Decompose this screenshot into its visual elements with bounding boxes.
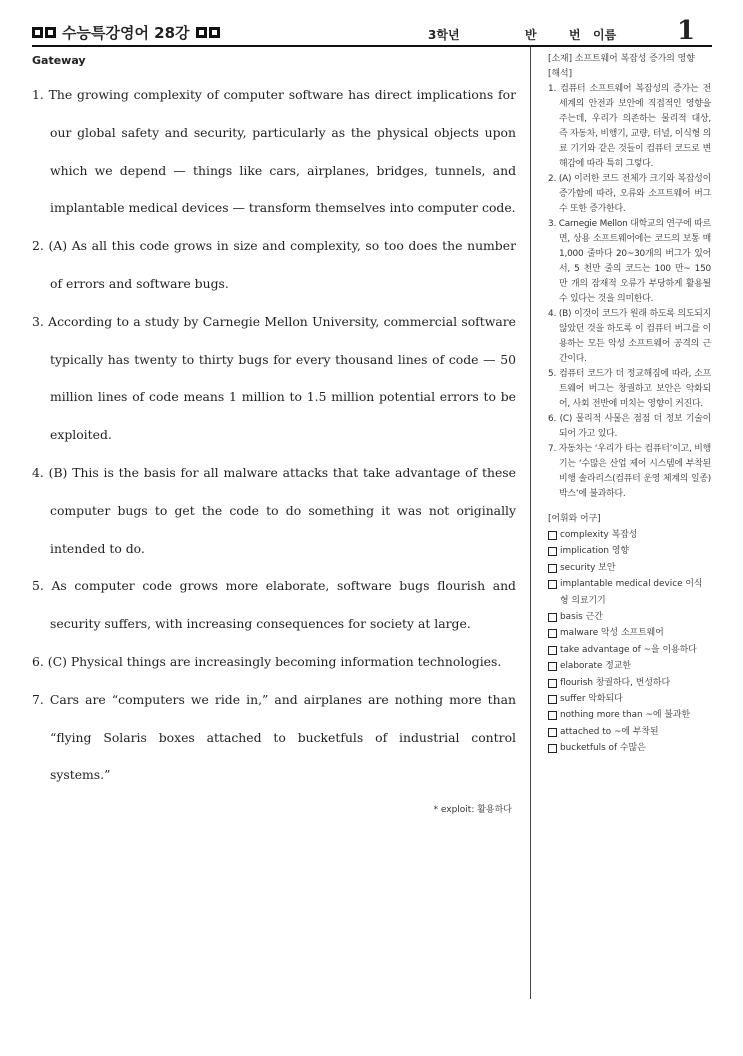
- vocab-item: [548, 576, 711, 609]
- column-divider: [530, 47, 531, 999]
- right-square-icons: [196, 27, 220, 38]
- header-title: 수능특강영어 28강: [62, 24, 190, 42]
- square-bullet-icon: [45, 27, 56, 38]
- passage-column: [32, 54, 516, 815]
- passage-sentence: 6. (C) Physical things are increasingly becoming information technologies.: [32, 653, 502, 669]
- checkbox-icon: [548, 564, 557, 573]
- vocab-item: [548, 625, 711, 641]
- passage-sentence: 7. Cars are “computers we ride in,” and airplanes are nothing more than “flying Solaris boxes attached to bucketfuls of industrial control systems.”: [32, 691, 516, 783]
- translation-item: 2. (A) 이러한 코드 전체가 크기와 복잡성이 증가함에 따라, 오류와 소프트웨어 버그 수 또한 증가한다.: [548, 174, 711, 214]
- grade-label: 3학년: [428, 28, 460, 42]
- vocab-text: basis 근간: [560, 612, 603, 623]
- checkbox-icon: [548, 531, 557, 540]
- vocab-item: [548, 707, 711, 723]
- passage-sentence: 3. According to a study by Carnegie Mellon University, commercial software typically has twenty to thirty bugs for every thousand lines of code — 50 million lines of code means 1 million to 1.5 million potential errors to be exploited.: [32, 313, 516, 443]
- topic-note: [소재] 소프트웨어 복잡성 증가의 영향: [548, 54, 695, 64]
- vocab-item: [548, 691, 711, 707]
- vocab-item: [548, 740, 711, 756]
- section-label: Gateway: [32, 54, 86, 67]
- vocab-text: malware 악성 소프트웨어: [560, 628, 664, 639]
- translation-item: 7. 자동차는 ‘우리가 타는 컴퓨터’이고, 비행기는 ‘수많은 산업 제어 시스템에 부착된 비행 솔라리스(컴퓨터 운영 체계의 일종) 박스’에 불과하다.: [548, 444, 712, 499]
- translation-item: 6. (C) 물리적 사물은 점점 더 정보 기술이 되어 가고 있다.: [548, 414, 711, 439]
- vocab-item: [548, 527, 711, 543]
- checkbox-icon: [548, 728, 557, 737]
- notes-column: [548, 52, 711, 757]
- vocab-heading: [어휘와 어구]: [548, 514, 601, 524]
- vocab-item: [548, 642, 711, 658]
- vocab-item: [548, 724, 711, 740]
- translation-item: 5. 컴퓨터 코드가 더 정교해짐에 따라, 소프트웨어 버그는 창궐하고 보안은 악화되어, 사회 전반에 미치는 영향이 커진다.: [548, 369, 711, 409]
- checkbox-icon: [548, 613, 557, 622]
- vocab-text: elaborate 정교한: [560, 661, 631, 672]
- vocab-text: implication 영향: [560, 546, 629, 557]
- vocab-text: flourish 창궐하다, 번성하다: [560, 677, 671, 688]
- vocab-text: complexity 복잡성: [560, 530, 638, 540]
- square-bullet-icon: [209, 27, 220, 38]
- passage-sentence: 1. The growing complexity of computer software has direct implications for our global safety and security, particularly as the physical objects upon which we depend — things like cars, airplanes, bridges, tunnels, and implantable medical devices — transform themselves into computer code.: [32, 87, 516, 216]
- translation-heading: [해석]: [548, 69, 573, 79]
- translation-item: 4. (B) 이것이 코드가 원래 하도록 의도되지 않았던 것을 하도록 이 컴퓨터 버그를 이용하는 모든 악성 소프트웨어 공격의 근간이다.: [548, 309, 711, 364]
- checkbox-icon: [548, 711, 557, 720]
- vocab-text: bucketfuls of 수많은: [560, 743, 646, 754]
- vocab-item: [548, 543, 711, 559]
- passage-sentence: 5. As computer code grows more elaborate, software bugs flourish and security suffers, with increasing consequences for society at large.: [32, 578, 516, 632]
- vocab-item: [548, 675, 711, 691]
- checkbox-icon: [548, 662, 557, 671]
- header-title-group: [32, 22, 220, 43]
- vocab-text: nothing more than ~에 불과한: [560, 710, 691, 721]
- checkbox-icon: [548, 695, 557, 704]
- page-number: 1: [677, 16, 696, 46]
- vocab-text: take advantage of ~을 이용하다: [560, 644, 697, 655]
- page-header: [32, 16, 712, 46]
- passage-sentence: 2. (A) As all this code grows in size and complexity, so too does the number of errors and software bugs.: [32, 238, 516, 291]
- checkbox-icon: [548, 679, 557, 688]
- vocab-item: [548, 560, 711, 576]
- checkbox-icon: [548, 547, 557, 556]
- checkbox-icon: [548, 646, 557, 655]
- vocab-text: implantable medical device 이식형 의료기기: [560, 579, 703, 606]
- vocab-list: [548, 527, 711, 757]
- translation-item: 3. Carnegie Mellon 대학교의 연구에 따르면, 상용 소프트웨어에는 코드의 보통 매 1,000 줄마다 20~30개의 버그가 있어서, 5 천만 줄의 코드는 100 만~ 150 만 개의 잠재적 오류가 부당하게 활용될 수 있다는 것을 의미한다.: [548, 219, 711, 304]
- square-bullet-icon: [196, 27, 207, 38]
- footnote: * exploit: 활용하다: [433, 805, 512, 816]
- translation-list: [548, 82, 711, 502]
- number-label: 번: [569, 28, 581, 42]
- checkbox-icon: [548, 580, 557, 589]
- checkbox-icon: [548, 629, 557, 638]
- translation-item: 1. 컴퓨터 소프트웨어 복잡성의 증가는 전 세계의 안전과 보안에 직접적인 영향을 주는데, 우리가 의존하는 물리적 대상, 즉 자동차, 비행기, 교량, 터널, 이식형 의료 기기와 같은 것들이 컴퓨터 코드로 변해감에 따라 특히 그렇다.: [548, 84, 711, 169]
- name-label: 이름: [593, 28, 617, 42]
- passage-sentence: 4. (B) This is the basis for all malware attacks that take advantage of these computer bugs to get the code to do something it was not originally intended to do.: [32, 464, 516, 556]
- square-bullet-icon: [32, 27, 43, 38]
- header-rule: [32, 45, 712, 47]
- class-label: 반: [525, 28, 537, 42]
- vocab-text: suffer 악화되다: [560, 694, 623, 705]
- vocab-text: security 보안: [560, 562, 616, 573]
- vocab-item: [548, 609, 711, 625]
- checkbox-icon: [548, 744, 557, 753]
- left-square-icons: [32, 27, 56, 38]
- vocab-item: [548, 658, 711, 674]
- vocab-text: attached to ~에 부착된: [560, 726, 659, 737]
